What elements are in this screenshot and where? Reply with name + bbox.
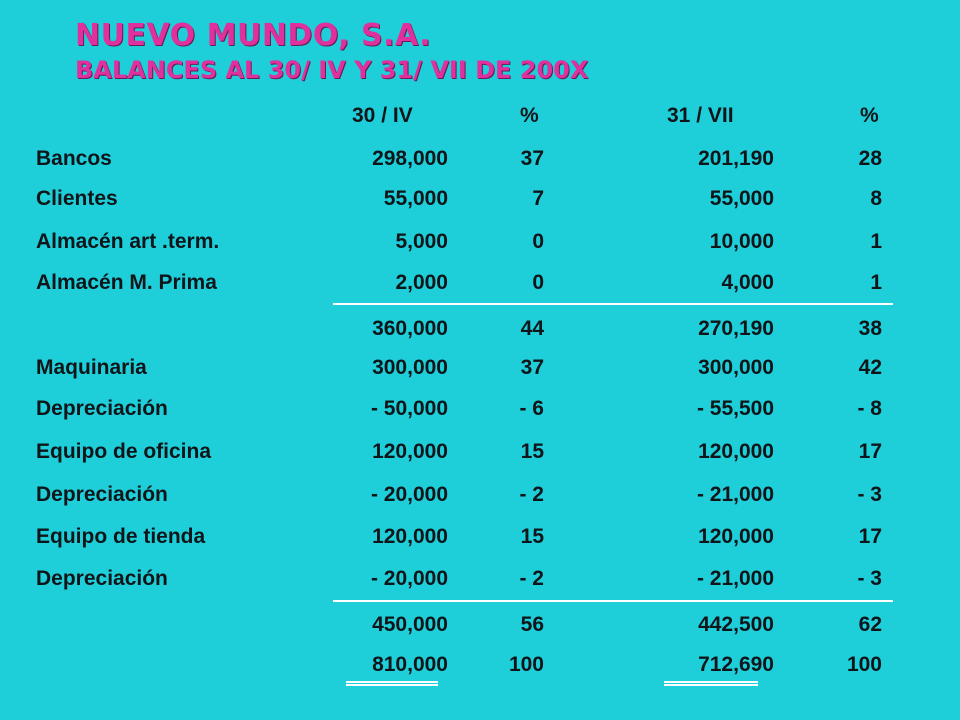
row-label: Depreciación: [36, 483, 168, 506]
row-value-31-vii: 270,190: [698, 317, 774, 340]
row-value-31-vii: 55,000: [709, 187, 774, 210]
row-value-30-iv: - 20,000: [370, 483, 448, 506]
row-value-31-vii: 4,000: [721, 271, 774, 294]
balance-subtitle: BALANCES AL 30/ IV Y 31/ VII DE 200X: [75, 56, 589, 84]
row-label: Equipo de oficina: [36, 440, 212, 463]
row-percent-31-vii: - 3: [857, 567, 882, 590]
row-percent-31-vii: 62: [858, 613, 882, 636]
row-percent-30-iv: 0: [532, 271, 544, 294]
row-percent-30-iv: 100: [508, 653, 544, 676]
row-value-30-iv: - 50,000: [370, 397, 448, 420]
row-value-30-iv: 2,000: [395, 271, 448, 294]
row-value-31-vii: 712,690: [698, 653, 774, 676]
row-value-31-vii: - 55,500: [696, 397, 774, 420]
row-value-31-vii: - 21,000: [696, 567, 774, 590]
row-value-31-vii: 201,190: [698, 147, 774, 170]
row-percent-31-vii: 17: [858, 440, 882, 463]
subtotal-line-1: [333, 303, 893, 305]
row-percent-31-vii: - 8: [857, 397, 882, 420]
row-percent-30-iv: 37: [520, 147, 544, 170]
row-percent-31-vii: 8: [870, 187, 882, 210]
row-value-31-vii: 10,000: [709, 230, 774, 253]
row-percent-31-vii: 38: [858, 317, 882, 340]
header-percent-2: %: [860, 104, 879, 127]
row-percent-31-vii: 28: [858, 147, 882, 170]
row-percent-30-iv: 37: [520, 356, 544, 379]
row-percent-31-vii: - 3: [857, 483, 882, 506]
subtotal-line-2: [333, 600, 893, 602]
row-value-30-iv: 450,000: [372, 613, 448, 636]
header-percent-1: %: [520, 104, 539, 127]
row-value-31-vii: 120,000: [698, 525, 774, 548]
row-value-30-iv: 55,000: [383, 187, 448, 210]
row-percent-31-vii: 42: [858, 356, 882, 379]
row-value-30-iv: 360,000: [372, 317, 448, 340]
row-value-30-iv: 810,000: [372, 653, 448, 676]
row-label: Equipo de tienda: [36, 525, 206, 548]
row-label: Almacén M. Prima: [36, 271, 217, 294]
row-label: Depreciación: [36, 397, 168, 420]
total-double-underline-2: [664, 681, 758, 686]
header-30-iv: 30 / IV: [352, 104, 413, 127]
company-title: NUEVO MUNDO, S.A.: [75, 18, 432, 53]
total-double-underline-1: [346, 681, 438, 686]
row-percent-30-iv: 0: [532, 230, 544, 253]
row-value-31-vii: 300,000: [698, 356, 774, 379]
header-31-vii: 31 / VII: [667, 104, 734, 127]
row-value-31-vii: - 21,000: [696, 483, 774, 506]
row-percent-31-vii: 17: [858, 525, 882, 548]
row-percent-30-iv: 56: [520, 613, 544, 636]
row-percent-30-iv: - 2: [519, 567, 544, 590]
row-value-30-iv: 120,000: [372, 525, 448, 548]
row-percent-31-vii: 1: [870, 271, 882, 294]
row-percent-30-iv: - 6: [519, 397, 544, 420]
row-value-30-iv: 300,000: [372, 356, 448, 379]
row-percent-30-iv: 15: [520, 440, 544, 463]
row-percent-31-vii: 100: [846, 653, 882, 676]
row-percent-30-iv: - 2: [519, 483, 544, 506]
row-percent-30-iv: 44: [520, 317, 544, 340]
row-label: Maquinaria: [36, 356, 147, 379]
row-label: Clientes: [36, 187, 118, 210]
row-label: Bancos: [36, 147, 112, 170]
row-value-30-iv: - 20,000: [370, 567, 448, 590]
row-percent-30-iv: 15: [520, 525, 544, 548]
row-percent-31-vii: 1: [870, 230, 882, 253]
row-value-31-vii: 120,000: [698, 440, 774, 463]
row-label: Almacén art .term.: [36, 230, 220, 253]
row-value-30-iv: 120,000: [372, 440, 448, 463]
row-value-30-iv: 5,000: [395, 230, 448, 253]
row-label: Depreciación: [36, 567, 168, 590]
row-value-31-vii: 442,500: [698, 613, 774, 636]
row-value-30-iv: 298,000: [372, 147, 448, 170]
row-percent-30-iv: 7: [532, 187, 544, 210]
